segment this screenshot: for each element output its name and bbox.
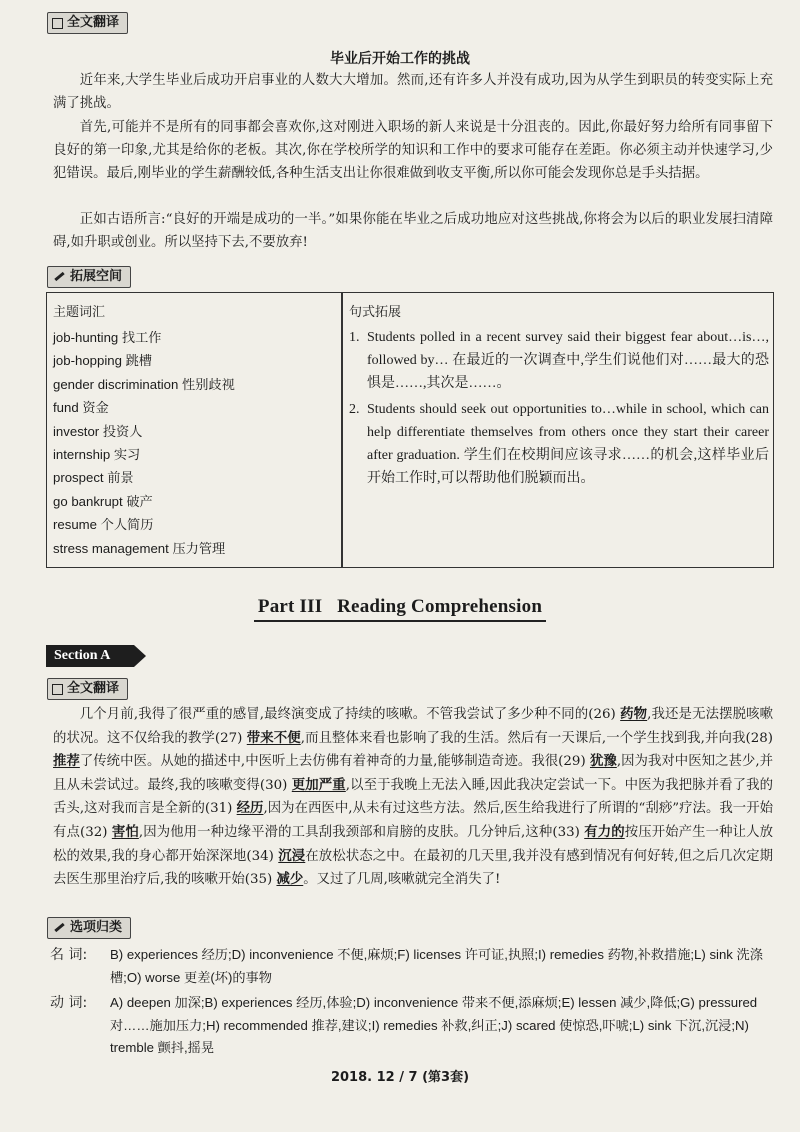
pencil-icon xyxy=(52,922,66,934)
article-paragraph-3: 正如古语所言:“良好的开端是成功的一半。”如果你能在毕业之后成功地应对这些挑战,你将会为以后的职业发展扫清障碍,如升职或创业。所以坚持下去,不要放弃! xyxy=(53,212,773,250)
page-footer: 2018. 12 / 7 (第3套) xyxy=(330,1070,470,1085)
tag-options: 选项归类 xyxy=(47,917,131,939)
vocab-item: job-hopping 跳槽 xyxy=(53,353,152,369)
answer-word: 犹豫 xyxy=(589,753,617,770)
noun-label: 名 词: xyxy=(50,947,88,963)
reading-text: 按压开始产生一种让人放松的效果,我的身心都开始深深地(34) xyxy=(53,824,774,864)
answer-word: 经历 xyxy=(236,800,264,817)
pattern-heading: 句式拓展 xyxy=(349,305,402,320)
vocab-item: investor 投资人 xyxy=(53,423,143,439)
pattern-column xyxy=(349,303,769,492)
answer-word: 药物 xyxy=(620,706,648,722)
vocab-item: go bankrupt 破产 xyxy=(53,493,153,509)
article-paragraph-1: 近年来,大学生毕业后成功开启事业的人数大大增加。然而,还有许多人并没有成功,因为从学生到职员的转变实际上充满了挑战。 xyxy=(53,73,773,111)
pattern-text: Students polled in a recent survey said their biggest fear about…is…, followed by… 在最近的一次调查中,学生们说他们对……最大的恐惧是……,其次是……。 xyxy=(367,330,769,392)
tag-full-translation-2: 全文翻译 xyxy=(47,678,128,700)
answer-word: 沉浸 xyxy=(278,847,306,864)
square-icon xyxy=(52,684,63,695)
reading-text: ,因为在西医中,从未有过这些方法。然后,医生给我进行了所谓的“刮痧”疗法。我一开始有点(32) xyxy=(53,801,774,840)
reading-text: ,因为他用一种边缘平滑的工具刮我颈部和肩膀的皮肤。几分钟后,这种(33) xyxy=(138,824,585,840)
pattern-item xyxy=(349,398,769,491)
article-paragraph-2: 首先,可能并不是所有的同事都会喜欢你,这对刚进入职场的新人来说是十分沮丧的。因此,你最好努力给所有同事留下良好的第一印象,尤其是给你的老板。其次,你在学校所学的知识和工作中的要求可能存在差距。你必须主动并快速学习,少犯错误。最后,刚毕业的学生薪酬较低,各种生活支出让你很难做到收支平衡,所以你可能会发现你总是手头拮据。 xyxy=(53,120,773,181)
verb-classification xyxy=(50,992,775,1060)
answer-word: 更加严重 xyxy=(291,776,346,793)
vocab-item: resume 个人简历 xyxy=(53,517,154,533)
reading-translation xyxy=(53,703,773,892)
answer-word: 害怕 xyxy=(111,823,139,840)
pattern-number: 1. xyxy=(349,330,360,345)
vocab-item: internship 实习 xyxy=(53,447,141,463)
box-divider xyxy=(341,293,343,567)
verb-text: A) deepen 加深;B) experiences 经历,体验;D) inconvenience 带来不便,添麻烦;E) lessen 减少,降低;G) pressured 对……施加压力;H) recommended 推荐,建议;I) remedies 补救,纠正;J) scared 使惊恐,吓唬;L) sink 下沉,沉浸;N) tremble 颤抖,摇晃 xyxy=(110,995,758,1056)
pattern-text: Students should seek out opportunities to…while in school, which can help differentiate themselves from others once they start their career after graduation. 学生们在校期间应该寻求……的机会,这样毕业后开始工作时,可以帮助他们脱颖而出。 xyxy=(367,401,769,487)
reading-text: ,而且整体来看也影响了我的生活。然后有一天课后,一个学生找到我,并向我(28) xyxy=(300,730,773,746)
part-title-text: Part III Reading Comprehension xyxy=(254,596,546,622)
noun-text: B) experiences 经历;D) inconvenience 不便,麻烦;F) licenses 许可证,执照;I) remedies 药物,补救措施;L) sink 洗涤槽;O) worse 更差(坏)的事物 xyxy=(110,947,763,985)
article-title: 毕业后开始工作的挑战 xyxy=(330,51,470,67)
vocab-item: job-hunting 找工作 xyxy=(53,330,162,345)
pattern-item xyxy=(349,326,769,396)
square-icon xyxy=(52,18,63,29)
tag-expansion: 拓展空间 xyxy=(47,266,131,288)
expansion-box xyxy=(46,292,774,568)
vocab-item: gender discrimination 性别歧视 xyxy=(53,376,235,392)
pattern-number: 2. xyxy=(349,401,360,417)
vocab-item: prospect 前景 xyxy=(53,470,134,486)
noun-classification xyxy=(50,944,775,989)
tag-full-translation: 全文翻译 xyxy=(47,12,128,34)
answer-word: 带来不便 xyxy=(246,729,301,746)
reading-text: 在放松状态之中。在最初的几天里,我并没有感到情况有何好转,但之后几次定期去医生那里治疗后,我的咳嗽开始(35) xyxy=(53,848,774,888)
section-label: Section A xyxy=(46,645,134,667)
vocab-item: fund 资金 xyxy=(53,400,109,416)
reading-text: ,以至于我晚上无法入睡,因此我决定尝试一下。中医为我把脉并看了我的舌头,这对我而言是全新的(31) xyxy=(53,777,774,817)
vocab-item: stress management 压力管理 xyxy=(53,540,226,556)
answer-word: 推荐 xyxy=(53,753,80,770)
answer-word: 减少 xyxy=(276,871,304,888)
verb-label: 动 词: xyxy=(50,995,88,1011)
reading-text: 。又过了几周,咳嗽就完全消失了! xyxy=(303,872,501,888)
vocab-column xyxy=(53,303,337,560)
part-title xyxy=(0,596,800,622)
reading-text: 了传统中医。从她的描述中,中医听上去仿佛有着神奇的力量,能够制造奇迹。我很(29) xyxy=(79,754,590,770)
answer-word: 有力的 xyxy=(584,823,625,840)
reading-text: 几个月前,我得了很严重的感冒,最终演变成了持续的咳嗽。不管我尝试了多少种不同的(26) xyxy=(79,707,621,722)
reading-text: ,我还是无法摆脱咳嗽的状况。这不仅给我的教学(27) xyxy=(53,707,773,746)
vocab-heading: 主题词汇 xyxy=(53,305,106,320)
reading-text: ,因为我对中医知之甚少,并且从未尝试过。最终,我的咳嗽变得(30) xyxy=(53,754,773,793)
pencil-icon xyxy=(52,271,66,283)
